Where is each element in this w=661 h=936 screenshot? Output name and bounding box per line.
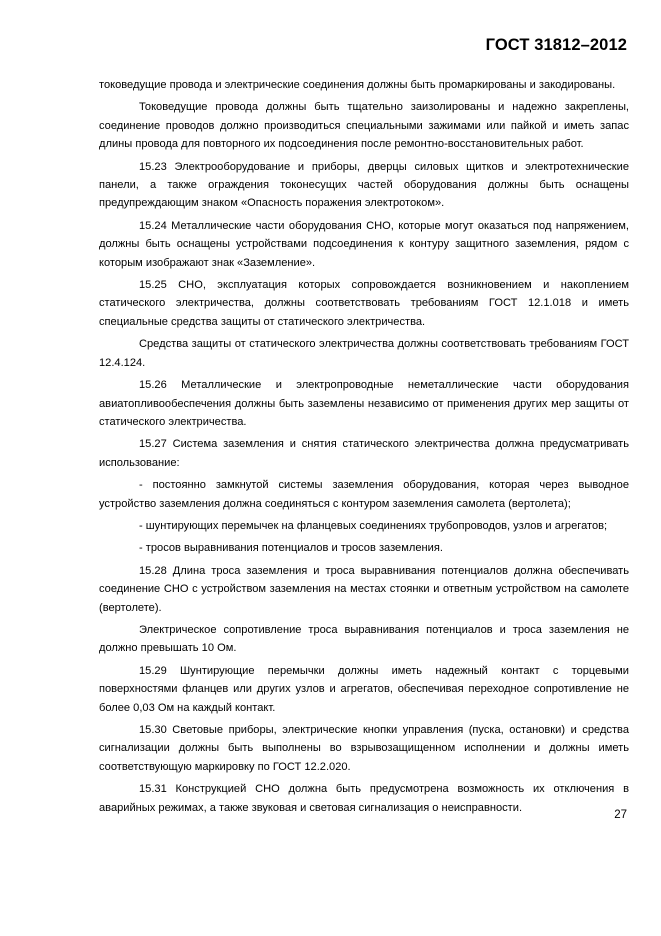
paragraph-15-28: 15.28 Длина троса заземления и троса выравнивания потенциалов должна обеспечивать соединение СНО с устройством заземления на местах стоянки и ответным устройством на самолете (вертолете). <box>99 564 629 614</box>
paragraph-15-24: 15.24 Металлические части оборудования СНО, которые могут оказаться под напряжением, должны быть оснащены устройствами подсоединения к контуру защитного заземления, рядом с которым изображают знак «Заземление». <box>99 219 629 269</box>
list-item-grounding-system: - постоянно замкнутой системы заземления оборудования, которая через выводное устройство заземления должна соединяться с контуром заземления самолета (вертолета); <box>99 479 629 510</box>
paragraph-15-29: 15.29 Шунтирующие перемычки должны иметь надежный контакт с торцевыми поверхностями фланцев или других узлов и агрегатов, обеспечивая переходное сопротивление не более 0,03 Ом на каждый контакт. <box>99 664 629 714</box>
paragraph-static-protection: Средства защиты от статического электричества должны соответствовать требованиям ГОСТ 12.4.124. <box>99 338 629 369</box>
document-header-standard-number: ГОСТ 31812–2012 <box>485 36 627 54</box>
paragraph-15-30: 15.30 Световые приборы, электрические кнопки управления (пуска, остановки) и средства сигнализации должны быть выполнены во взрывозащищенном исполнении и должны иметь соответствующую маркировку по ГОСТ 12.2.020. <box>99 724 629 773</box>
page-number: 27 <box>614 809 627 821</box>
paragraph-15-23: 15.23 Электрооборудование и приборы, дверцы силовых щитков и электротехнические панели, а также ограждения токонесущих частей оборудования должны быть оснащены предупреждающим знаком «Опасность поражения электротоком». <box>99 160 629 210</box>
paragraph-continuation: токоведущие провода и электрические соединения должны быть промаркированы и закодированы. <box>99 79 616 91</box>
paragraph-15-27: 15.27 Система заземления и снятия статического электричества должна предусматривать использование: <box>99 438 629 469</box>
paragraph-15-31: 15.31 Конструкцией СНО должна быть предусмотрена возможность их отключения в аварийных режимах, а также звуковая и световая сигнализация о неисправности. <box>99 783 629 814</box>
list-item-cables: - тросов выравнивания потенциалов и тросов заземления. <box>139 542 443 555</box>
paragraph-15-26: 15.26 Металлические и электропроводные неметаллические части оборудования авиатопливообеспечения должны быть заземлены независимо от применения других мер защиты от статического электричества. <box>99 379 629 428</box>
paragraph-conductors-insulation: Токоведущие провода должны быть тщательно заизолированы и надежно закреплены, соединение проводов должно производиться специальными зажимами или пайкой и иметь запас длины провода для повторного их подсоединения после ремонтно-восстановительных работ. <box>99 101 629 151</box>
document-body <box>99 76 629 821</box>
paragraph-resistance: Электрическое сопротивление троса выравнивания потенциалов и троса заземления не должно превышать 10 Ом. <box>99 623 629 655</box>
paragraph-15-25: 15.25 СНО, эксплуатация которых сопровождается возникновением и накоплением статического электричества, должны соответствовать требованиям ГОСТ 12.1.018 и иметь специальные средства защиты от статического электричества. <box>99 279 629 328</box>
list-item-shunt-jumpers: - шунтирующих перемычек на фланцевых соединениях трубопроводов, узлов и агрегатов; <box>139 519 608 532</box>
